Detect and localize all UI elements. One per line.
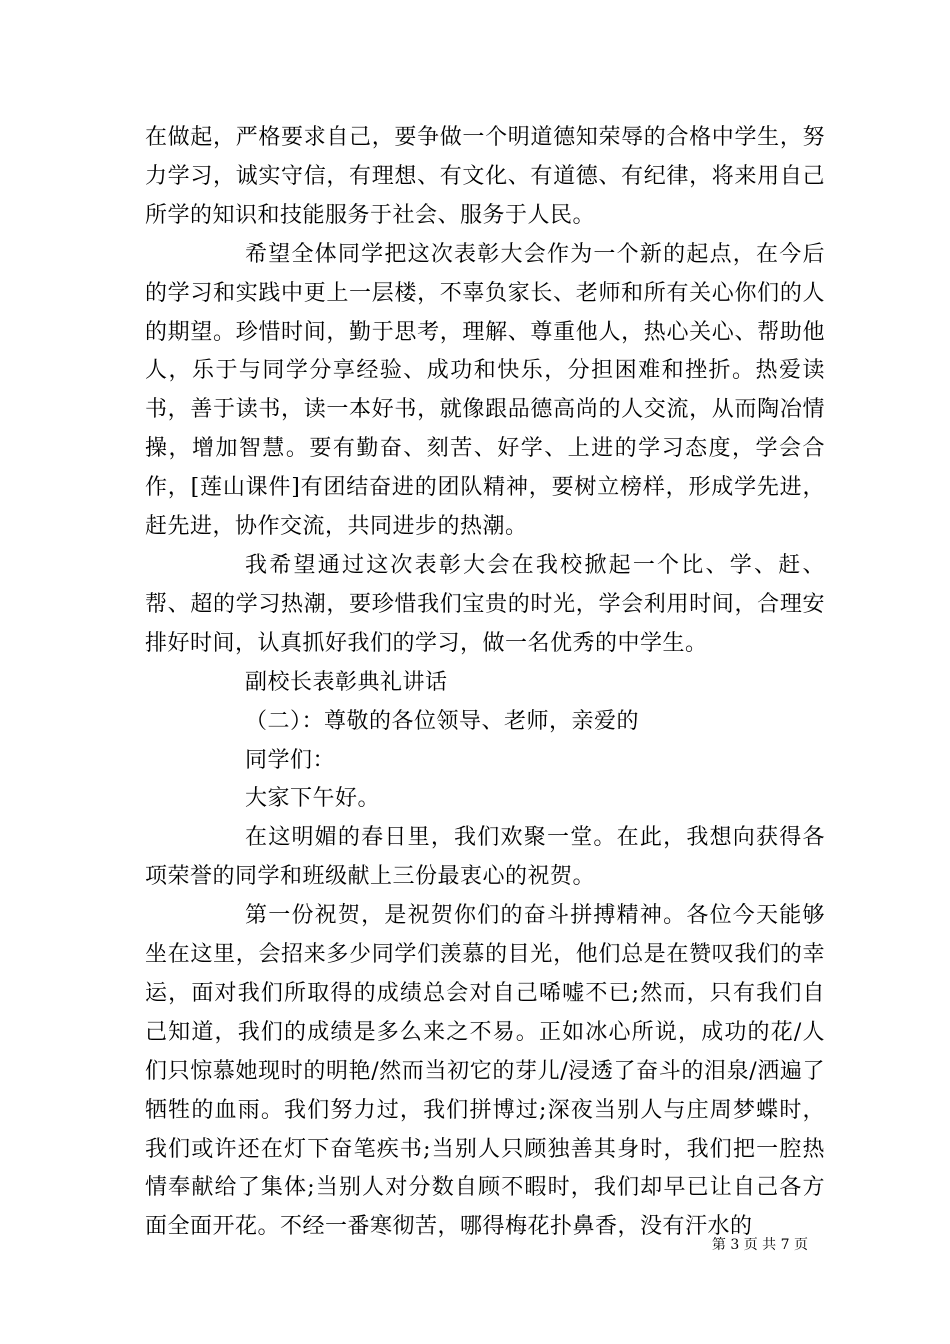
paragraph: 在做起，严格要求自己，要争做一个明道德知荣辱的合格中学生，努力学习，诚实守信，有理想、有文化、有道德、有纪律，将来用自己所学的知识和技能服务于社会、服务于人民。	[145, 125, 825, 228]
paragraph: 第一份祝贺，是祝贺你们的奋斗拼搏精神。各位今天能够坐在这里，会招来多少同学们羡慕的目光，他们总是在赞叹我们的幸运，面对我们所取得的成绩总会对自己唏嘘不已;然而，只有我们自己知道，我们的成绩是多么来之不易。正如冰心所说，成功的花/人们只惊慕她现时的明艳/然而当初它的芽儿/浸透了奋斗的泪泉/洒遍了牺牲的血雨。我们努力过，我们拼博过;深夜当别人与庄周梦蝶时，我们或许还在灯下奋笔疾书;当别人只顾独善其身时，我们把一腔热情奉献给了集体;当别人对分数自顾不暇时，我们却早已让自己各方面全面开花。不经一番寒彻苦，哪得梅花扑鼻香，没有汗水的	[145, 903, 825, 1240]
salutation: （二）：尊敬的各位领导、老师，亲爱的	[245, 708, 640, 734]
speech-title: 副校长表彰典礼讲话	[245, 669, 448, 695]
body-text	[145, 119, 825, 1247]
greeting: 大家下午好。	[245, 786, 381, 812]
page-number: 第 3 页 共 7 页	[711, 1237, 808, 1253]
paragraph: 我希望通过这次表彰大会在我校掀起一个比、学、赶、帮、超的学习热潮，要珍惜我们宝贵的时光，学会利用时间，合理安排好时间，认真抓好我们的学习，做一名优秀的中学生。	[145, 552, 825, 656]
paragraph: 希望全体同学把这次表彰大会作为一个新的起点，在今后的学习和实践中更上一层楼，不辜负家长、老师和所有关心你们的人的期望。珍惜时间，勤于思考，理解、尊重他人，热心关心、帮助他人，乐于与同学分享经验、成功和快乐，分担困难和挫折。热爱读书，善于读书，读一本好书，就像跟品德高尚的人交流，从而陶冶情操，增加智慧。要有勤奋、刻苦、好学、上进的学习态度，学会合作，[莲山课件]有团结奋进的团队精神，要树立榜样，形成学先进，赶先进，协作交流，共同进步的热潮。	[145, 241, 825, 540]
paragraph: 在这明媚的春日里，我们欢聚一堂。在此，我想向获得各项荣誉的同学和班级献上三份最衷心的祝贺。	[145, 825, 825, 890]
salutation-continued: 同学们：	[245, 747, 336, 773]
